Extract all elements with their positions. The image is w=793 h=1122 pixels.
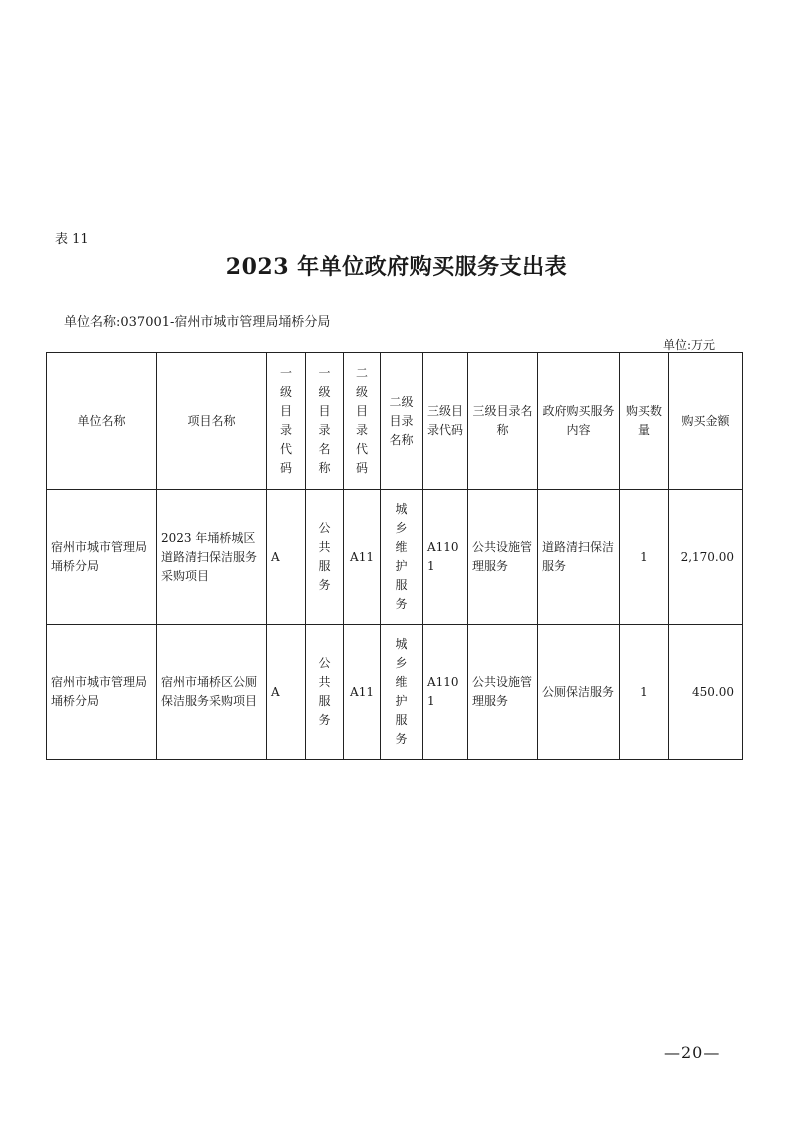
cell-amount: 2,170.00	[669, 490, 743, 625]
cell-service-content: 公厕保洁服务	[538, 625, 620, 760]
cell-level3-code: A1101	[423, 625, 468, 760]
cell-project-name: 2023 年埇桥城区道路清扫保洁服务采购项目	[157, 490, 267, 625]
col-header-quantity: 购买数量	[620, 353, 669, 490]
cell-level2-name: 城乡维护服务	[381, 625, 423, 760]
col-header-amount: 购买金额	[669, 353, 743, 490]
cell-level3-code: A1101	[423, 490, 468, 625]
cell-unit-name: 宿州市城市管理局埇桥分局	[47, 490, 157, 625]
table-number: 表 11	[55, 232, 89, 247]
col-header-project-name: 项目名称	[157, 353, 267, 490]
cell-quantity: 1	[620, 625, 669, 760]
cell-level1-code: A	[267, 490, 306, 625]
cell-level1-name: 公共服务	[306, 625, 344, 760]
col-header-unit-name: 单位名称	[47, 353, 157, 490]
col-header-level1-code: 一级目录代码	[267, 353, 306, 490]
expenditure-table	[46, 352, 743, 760]
cell-service-content: 道路清扫保洁服务	[538, 490, 620, 625]
col-header-service-content: 政府购买服务内容	[538, 353, 620, 490]
cell-level2-name: 城乡维护服务	[381, 490, 423, 625]
cell-project-name: 宿州市埇桥区公厕保洁服务采购项目	[157, 625, 267, 760]
table-row	[47, 625, 743, 760]
table-header-row	[47, 353, 743, 490]
col-header-level3-name: 三级目录名称	[468, 353, 538, 490]
unit-name-line: 单位名称:037001-宿州市城市管理局埇桥分局	[64, 315, 331, 330]
col-header-level2-name: 二级目录名称	[381, 353, 423, 490]
cell-level3-name: 公共设施管理服务	[468, 490, 538, 625]
cell-level1-code: A	[267, 625, 306, 760]
cell-level1-name: 公共服务	[306, 490, 344, 625]
cell-level3-name: 公共设施管理服务	[468, 625, 538, 760]
col-header-level1-name: 一级目录名称	[306, 353, 344, 490]
document-title: 2023 年单位政府购买服务支出表	[225, 254, 568, 280]
col-header-level2-code: 二级目录代码	[344, 353, 381, 490]
unit-of-measure: 单位:万元	[662, 338, 715, 352]
cell-amount: 450.00	[669, 625, 743, 760]
cell-quantity: 1	[620, 490, 669, 625]
cell-level2-code: A11	[344, 490, 381, 625]
page-number: —20—	[664, 1043, 721, 1062]
table-row	[47, 490, 743, 625]
col-header-level3-code: 三级目录代码	[423, 353, 468, 490]
cell-level2-code: A11	[344, 625, 381, 760]
cell-unit-name: 宿州市城市管理局埇桥分局	[47, 625, 157, 760]
